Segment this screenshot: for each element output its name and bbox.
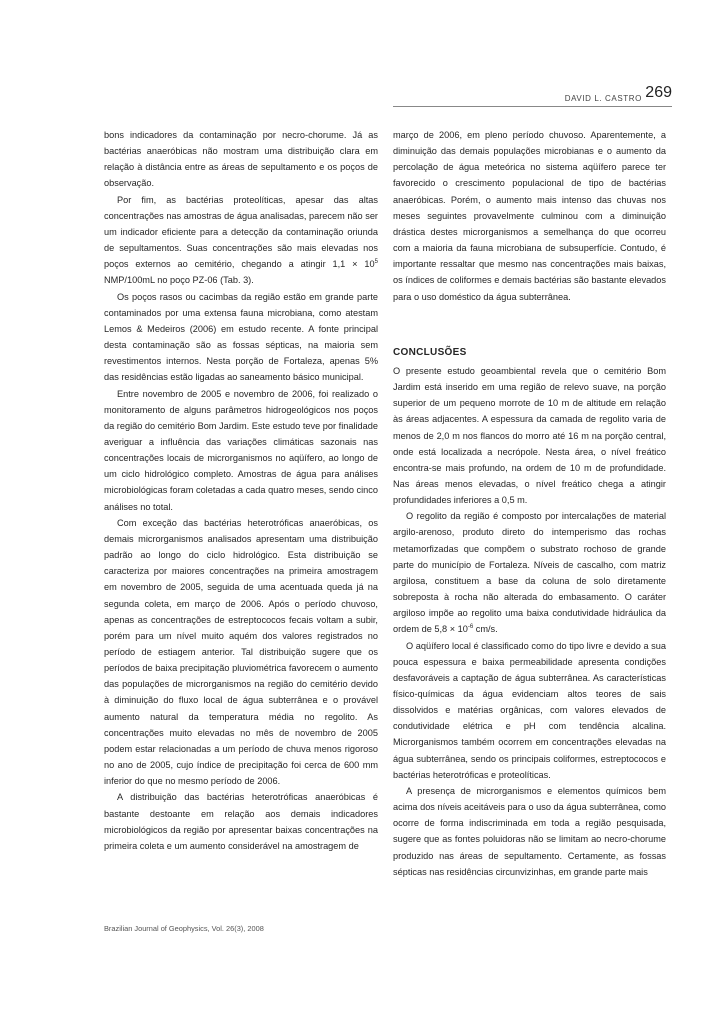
- paragraph: Com exceção das bactérias heterotróficas anaeróbicas, os demais microrganismos analisados apresentam uma distribuição padrão ao longo do ciclo hidrológico. Esta distribuição se caracteriza por maiores concentrações na primeira amostragem em novembro de 2005, seguida de uma acentuada queda já na segunda coleta, em março de 2006. Após o período chuvoso, apenas as concentrações de estreptococos fecais voltam a subir, porém para um nível muito aquém dos valores registrados no período de estiagem anterior. Tal distribuição sugere que os períodos de baixa precipitação pluviométrica favorecem o aumento das populações de microrganismos na região do cemitério devido à diminuição do fluxo local de água subterrânea e o provável aumento natural da temperatura média no regolito. As concentrações muito elevadas no mês de novembro de 2005 podem estar relacionadas a um período de chuva menos rigoroso no ano de 2005, cujo índice de precipitação foi cerca de 600 mm inferior do que no mesmo período de 2006.: [104, 517, 378, 787]
- page-header: [0, 84, 724, 108]
- paragraph: Por fim, as bactérias proteolíticas, apesar das altas concentrações nas amostras de água analisadas, parecem não ser um indicador eficiente para a detecção da contaminação oriunda de sepultamentos. Suas concentrações são mais elevadas nos poços externos ao cemitério, chegando a atingir $1,1 \times 10^5$ NMP/100mL no poço PZ-06 (Tab. 3).: [104, 194, 378, 286]
- paragraph: Os poços rasos ou cacimbas da região estão em grande parte contaminados por uma extensa fauna microbiana, como atestam Lemos & Medeiros (2006) em estudo recente. A fonte principal desta contaminação são as fossas sépticas, na maioria sem revestimentos internos. Nesta porção de Fortaleza, apenas 5% das residências estão ligadas ao saneamento básico municipal.: [104, 291, 378, 383]
- superscript: 5: [374, 259, 378, 266]
- paragraph: A presença de microrganismos e elementos químicos bem acima dos níveis aceitáveis para o uso da água subterrânea, como ocorre de forma indiscriminada em toda a região pesquisada, sugere que as fontes poluidoras não se limitam ao necro-chorume produzido nas áreas de sepultamento. Certamente, as fossas sépticas nas residências circunvizinhas, em grande parte mais: [393, 785, 666, 877]
- section-heading-conclusions: CONCLUSÕES: [393, 346, 467, 358]
- left-column: [104, 127, 378, 854]
- paragraph: março de 2006, em pleno período chuvoso. Aparentemente, a diminuição das demais populações microbianas e o aumento da percolação de água meteórica no sistema aqüífero parece ter favorecido o crescimento populacional de tipo de bactérias anaeróbicas. Porém, o aumento mais intenso das chuvas nos meses seguintes provavelmente culminou com a diminuição drástica destes microrganismos a semelhança do que ocorreu com a maioria da fauna microbiana de subsuperfície. Contudo, é importante ressaltar que mesmo nas concentrações mais baixas, os índices de coliformes e demais bactérias são bastante elevados para o uso doméstico da água subterrânea.: [393, 130, 666, 302]
- header-rule: [393, 106, 672, 107]
- paragraph: O aqüífero local é classificado como do tipo livre e devido a sua pouca espessura e baixa permeabilidade apresenta condições desfavoráveis a captação de água subterrânea. As características físico-químicas da água evidenciam altos teores de sais dissolvidos e matérias orgânicas, com valores elevados de condutividade elétrica e pH com tendência alcalina. Microrganismos também ocorrem em concentrações elevadas na água subterrânea, sendo os principais coliformes, estreptococos e bactérias heterotróficas e proteolíticas.: [393, 640, 666, 780]
- page-number: 269: [645, 84, 672, 101]
- journal-citation-footer: Brazilian Journal of Geophysics, Vol. 26(3), 2008: [104, 924, 264, 933]
- paragraph: A distribuição das bactérias heterotróficas anaeróbicas é bastante destoante em relação aos demais indicadores microbiológicos da região por apresentar baixas concentrações na primeira coleta e um aumento considerável na amostragem de: [104, 792, 378, 851]
- paragraph: O presente estudo geoambiental revela que o cemitério Bom Jardim está inserido em uma região de relevo suave, na porção superior de um pequeno morrote de 10 m de altitude em relação às áreas adjacentes. A espessura da camada de regolito varia de menos de 2,0 m nos flancos do morro até 16 m na porção central, onde está localizada a necrópole. Nesta área, o nível freático encontra-se mais profundo, na ordem de 10 m de profundidade. Nas áreas menos elevadas, o nível freático chega a atingir profundidades inferiores a 0,5 m.: [393, 365, 666, 506]
- paragraph: O regolito da região é composto por intercalações de material argilo-arenoso, produto direto do intemperismo das rochas metamorfizadas que compõem o substrato rochoso de grande parte do município de Fortaleza. Níveis de cascalho, com matriz argilosa, constituem a base da coluna de solo diretamente sobreposta à rocha não alterada do embasamento. O caráter argiloso impõe ao regolito uma baixa condutividade hidráulica da ordem de $5,8 \times 10^{-6}$ cm/s.: [393, 511, 666, 635]
- superscript: -6: [467, 624, 474, 631]
- right-column: [393, 127, 666, 880]
- running-head-author: DAVID L. CASTRO: [564, 94, 642, 103]
- paragraph: bons indicadores da contaminação por necro-chorume. Já as bactérias anaeróbicas não mostram uma distribuição clara em relação à distância entre as áreas de sepultamento e os poços de observação.: [104, 130, 378, 189]
- paragraph: Entre novembro de 2005 e novembro de 2006, foi realizado o monitoramento de alguns parâmetros hidrogeológicos nos poços da região do cemitério Bom Jardim. Este estudo teve por finalidade averiguar a influência das variações climáticas sazonais nas concentrações locais de microrganismos no aqüífero, ao longo de um ciclo hidrológico completo. Amostras de água para análises microbiológicas foram coletadas a cada quatro meses, sendo cinco análises no total.: [104, 388, 378, 512]
